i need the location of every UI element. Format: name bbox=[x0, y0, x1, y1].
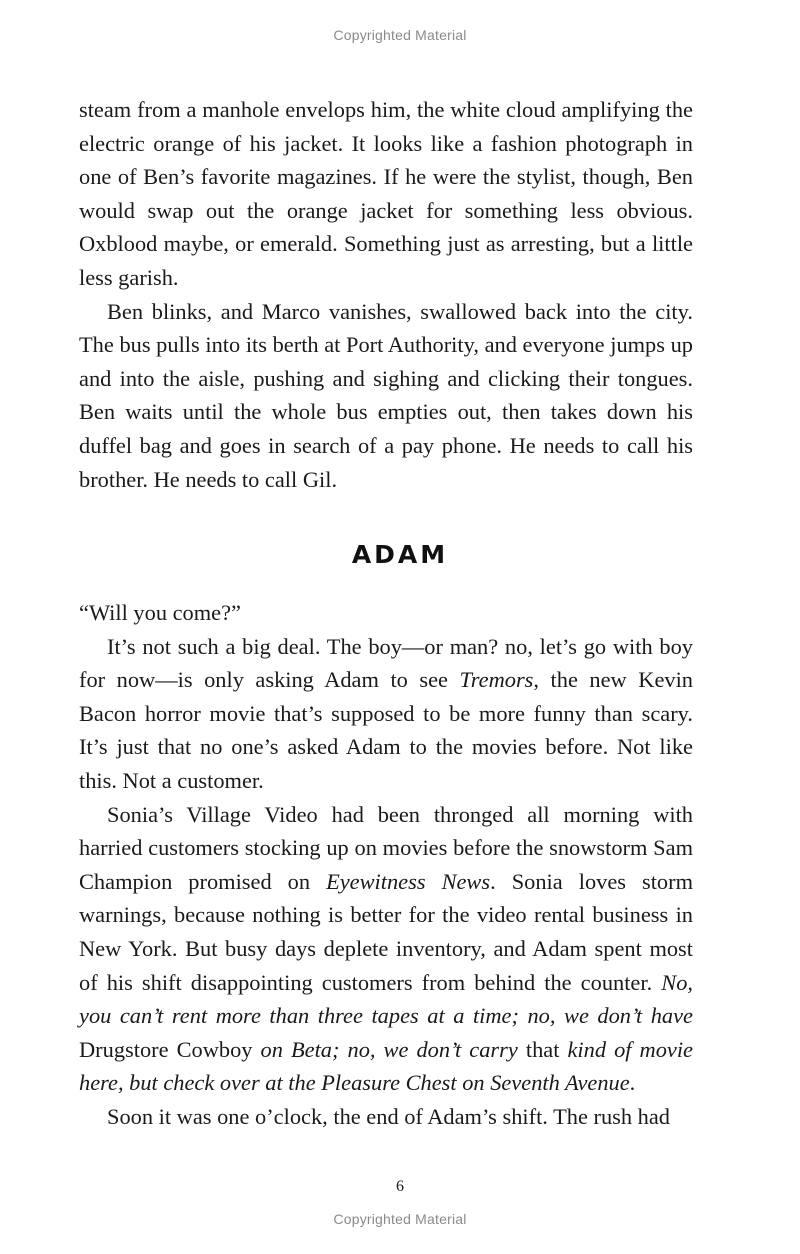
paragraph-continuation: steam from a manhole envelops him, the white cloud amplifying the electric orange of his jacket. It looks like a fashion photograph in one of Ben’s favorite magazines. If he were the stylist, though, Ben would swap out the orange jacket for something less obvious. Oxblood maybe, or emerald. Something just as arresting, but a little less garish. bbox=[79, 97, 693, 290]
paragraph-village-video bbox=[79, 798, 693, 1100]
text-section-adam bbox=[79, 596, 693, 1134]
paragraph-tremors bbox=[79, 630, 693, 798]
paragraph-one-oclock: Soon it was one o’clock, the end of Adam’s shift. The rush had bbox=[107, 1103, 670, 1129]
text-section-ben bbox=[79, 93, 693, 496]
italic-run: kind of movie here, but check over at the Pleasure Chest on Seventh Avenue bbox=[79, 1036, 693, 1096]
text-run: . bbox=[629, 1070, 636, 1096]
chapter-heading: ADAM bbox=[351, 540, 449, 569]
text-run: It’s not such a big deal. The boy—or man? no, let’s go with boy for now—is only asking Adam to see bbox=[79, 633, 693, 693]
italic-run: No, you can’t rent more than three tapes at a time; no, we don’t have bbox=[79, 969, 693, 1029]
text-run: Sonia’s Village Video had been thronged all morning with harried customers stocking up on movies before the snowstorm Sam Champion promised on bbox=[79, 801, 693, 894]
copyright-watermark-top: Copyrighted Material bbox=[333, 27, 467, 43]
show-title-eyewitness-news: Eyewitness News bbox=[326, 868, 491, 894]
movie-title-tremors: Tremors bbox=[459, 667, 534, 693]
copyright-watermark-bottom: Copyrighted Material bbox=[333, 1211, 467, 1227]
text-run: , the new Kevin Bacon horror movie that’s supposed to be more funny than scary. It’s just that no one’s asked Adam to the movies before. Not like this. Not a customer. bbox=[79, 667, 693, 793]
text-run: Drugstore Cowboy bbox=[79, 1036, 261, 1062]
text-run: . Sonia loves storm warnings, because nothing is better for the video rental business in New York. But busy days deplete inventory, and Adam spent most of his shift disappointing customers from behind the counter. bbox=[79, 868, 693, 995]
paragraph-dialogue: “Will you come?” bbox=[79, 600, 241, 625]
italic-run: on Beta; no, we don’t carry bbox=[260, 1036, 518, 1062]
paragraph-ben-blinks: Ben blinks, and Marco vanishes, swallowed back into the city. The bus pulls into its berth at Port Authority, and everyone jumps up and into the aisle, pushing and sighing and clicking their tongues. Ben waits until the whole bus empties out, then takes down his duffel bag and goes in search of a pay phone. He needs to call his brother. He needs to call Gil. bbox=[79, 298, 693, 492]
text-run: that bbox=[517, 1036, 568, 1062]
page-number: 6 bbox=[396, 1178, 404, 1195]
